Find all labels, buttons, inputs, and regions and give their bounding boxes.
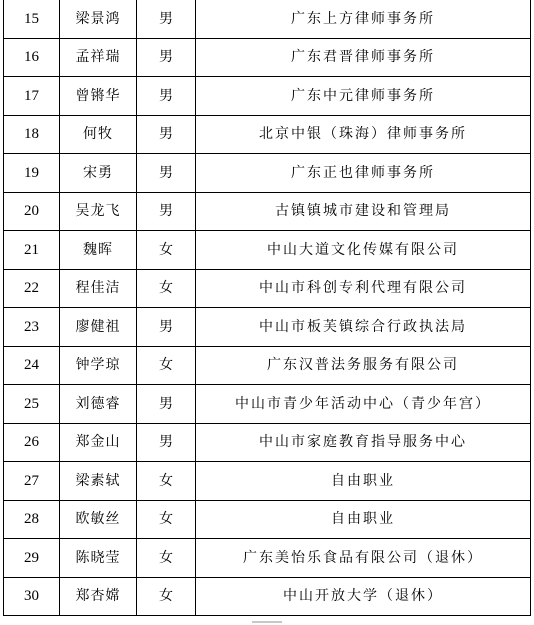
sex-cell <box>137 269 196 308</box>
row-number-cell <box>4 154 60 193</box>
table-row <box>4 77 531 116</box>
name-cell <box>60 38 137 77</box>
person-sex: 女 <box>159 588 173 605</box>
row-number: 27 <box>24 472 39 489</box>
row-number: 26 <box>24 434 39 451</box>
sex-cell <box>137 423 196 462</box>
person-sex: 男 <box>159 49 173 66</box>
person-name: 曾锵华 <box>75 87 121 104</box>
person-sex: 女 <box>159 472 173 489</box>
roster-body <box>4 0 531 616</box>
row-number: 23 <box>24 318 39 335</box>
sex-cell <box>137 462 196 501</box>
person-org: 广东君晋律师事务所 <box>291 49 435 66</box>
org-cell <box>196 346 531 385</box>
sex-cell <box>137 385 196 424</box>
sex-cell <box>137 192 196 231</box>
person-sex: 男 <box>159 164 173 181</box>
row-number-cell <box>4 539 60 578</box>
name-cell <box>60 346 137 385</box>
person-name: 刘德睿 <box>75 395 121 412</box>
row-number: 18 <box>24 126 39 143</box>
sex-cell <box>137 154 196 193</box>
name-cell <box>60 115 137 154</box>
table-row <box>4 154 531 193</box>
row-number-cell <box>4 231 60 270</box>
name-cell <box>60 423 137 462</box>
person-name: 梁素轼 <box>75 472 121 489</box>
row-number-cell <box>4 500 60 539</box>
row-number-cell <box>4 423 60 462</box>
row-number-cell <box>4 346 60 385</box>
person-sex: 女 <box>159 280 173 297</box>
row-number: 16 <box>24 49 39 66</box>
row-number-cell <box>4 385 60 424</box>
person-org: 自由职业 <box>331 472 395 489</box>
org-cell <box>196 500 531 539</box>
person-org: 广东中元律师事务所 <box>291 87 435 104</box>
table-row <box>4 500 531 539</box>
org-cell <box>196 385 531 424</box>
person-name: 廖健祖 <box>75 318 121 335</box>
sex-cell <box>137 500 196 539</box>
person-sex: 男 <box>159 126 173 143</box>
table-row <box>4 462 531 501</box>
name-cell <box>60 192 137 231</box>
sex-cell <box>137 115 196 154</box>
org-cell <box>196 269 531 308</box>
table-row <box>4 346 531 385</box>
row-number: 24 <box>24 357 39 374</box>
person-sex: 男 <box>159 395 173 412</box>
org-cell <box>196 423 531 462</box>
org-cell <box>196 231 531 270</box>
org-cell <box>196 539 531 578</box>
name-cell <box>60 269 137 308</box>
row-number: 15 <box>24 10 39 27</box>
person-name: 欧敏丝 <box>75 511 121 528</box>
person-name: 孟祥瑞 <box>75 49 121 66</box>
person-org: 自由职业 <box>331 511 395 528</box>
org-cell <box>196 462 531 501</box>
person-org: 广东汉普法务服务有限公司 <box>267 357 459 374</box>
row-number-cell <box>4 115 60 154</box>
row-number: 21 <box>24 241 39 258</box>
row-number-cell <box>4 38 60 77</box>
person-sex: 女 <box>159 549 173 566</box>
row-number: 22 <box>24 280 39 297</box>
person-name: 程佳洁 <box>75 280 121 297</box>
row-number-cell <box>4 269 60 308</box>
org-cell <box>196 577 531 616</box>
row-number-cell <box>4 462 60 501</box>
org-cell <box>196 38 531 77</box>
table-row <box>4 115 531 154</box>
person-org: 广东美怡乐食品有限公司（退休） <box>243 549 483 566</box>
row-number: 29 <box>24 549 39 566</box>
row-number: 19 <box>24 164 39 181</box>
org-cell <box>196 154 531 193</box>
person-name: 魏晖 <box>83 241 113 258</box>
org-cell <box>196 308 531 347</box>
name-cell <box>60 308 137 347</box>
org-cell <box>196 77 531 116</box>
person-name: 郑金山 <box>75 434 121 451</box>
person-name: 郑杏嫦 <box>75 588 121 605</box>
row-number: 25 <box>24 395 39 412</box>
name-cell <box>60 0 137 38</box>
person-org: 中山市科创专利代理有限公司 <box>259 280 467 297</box>
sex-cell <box>137 539 196 578</box>
row-number: 20 <box>24 203 39 220</box>
table-row <box>4 192 531 231</box>
name-cell <box>60 385 137 424</box>
person-sex: 男 <box>159 318 173 335</box>
name-cell <box>60 539 137 578</box>
table-row <box>4 308 531 347</box>
row-number-cell <box>4 0 60 38</box>
table-row <box>4 539 531 578</box>
row-number: 17 <box>24 87 39 104</box>
name-cell <box>60 231 137 270</box>
person-sex: 男 <box>159 87 173 104</box>
person-org: 中山大道文化传媒有限公司 <box>267 241 459 258</box>
row-number: 30 <box>24 588 39 605</box>
person-sex: 男 <box>159 203 173 220</box>
person-name: 宋勇 <box>83 164 113 181</box>
name-cell <box>60 577 137 616</box>
page-scroll-indicator <box>252 621 282 623</box>
person-org: 中山市家庭教育指导服务中心 <box>259 434 467 451</box>
sex-cell <box>137 38 196 77</box>
table-row <box>4 577 531 616</box>
org-cell <box>196 115 531 154</box>
person-sex: 女 <box>159 357 173 374</box>
table-row <box>4 231 531 270</box>
person-sex: 女 <box>159 241 173 258</box>
person-org: 中山开放大学（退休） <box>283 588 443 605</box>
person-name: 陈晓莹 <box>75 549 121 566</box>
row-number: 28 <box>24 511 39 528</box>
row-number-cell <box>4 192 60 231</box>
name-cell <box>60 154 137 193</box>
roster-table <box>3 0 531 616</box>
org-cell <box>196 192 531 231</box>
person-org: 古镇镇城市建设和管理局 <box>275 203 451 220</box>
name-cell <box>60 500 137 539</box>
person-name: 何牧 <box>83 126 113 143</box>
person-name: 吴龙飞 <box>75 203 121 220</box>
person-org: 中山市板芙镇综合行政执法局 <box>259 318 467 335</box>
row-number-cell <box>4 577 60 616</box>
table-row <box>4 423 531 462</box>
row-number-cell <box>4 308 60 347</box>
sex-cell <box>137 308 196 347</box>
row-number-cell <box>4 77 60 116</box>
sex-cell <box>137 577 196 616</box>
person-sex: 女 <box>159 511 173 528</box>
sex-cell <box>137 231 196 270</box>
person-org: 中山市青少年活动中心（青少年宫） <box>235 395 491 412</box>
sex-cell <box>137 346 196 385</box>
sex-cell <box>137 0 196 38</box>
sex-cell <box>137 77 196 116</box>
name-cell <box>60 77 137 116</box>
table-row <box>4 38 531 77</box>
org-cell <box>196 0 531 38</box>
table-row <box>4 269 531 308</box>
person-org: 北京中银（珠海）律师事务所 <box>259 126 467 143</box>
name-cell <box>60 462 137 501</box>
person-name: 梁景鸿 <box>75 10 121 27</box>
table-row <box>4 0 531 38</box>
person-sex: 男 <box>159 434 173 451</box>
person-name: 钟学琼 <box>75 357 121 374</box>
person-org: 广东上方律师事务所 <box>291 10 435 27</box>
person-sex: 男 <box>159 10 173 27</box>
person-org: 广东正也律师事务所 <box>291 164 435 181</box>
table-row <box>4 385 531 424</box>
